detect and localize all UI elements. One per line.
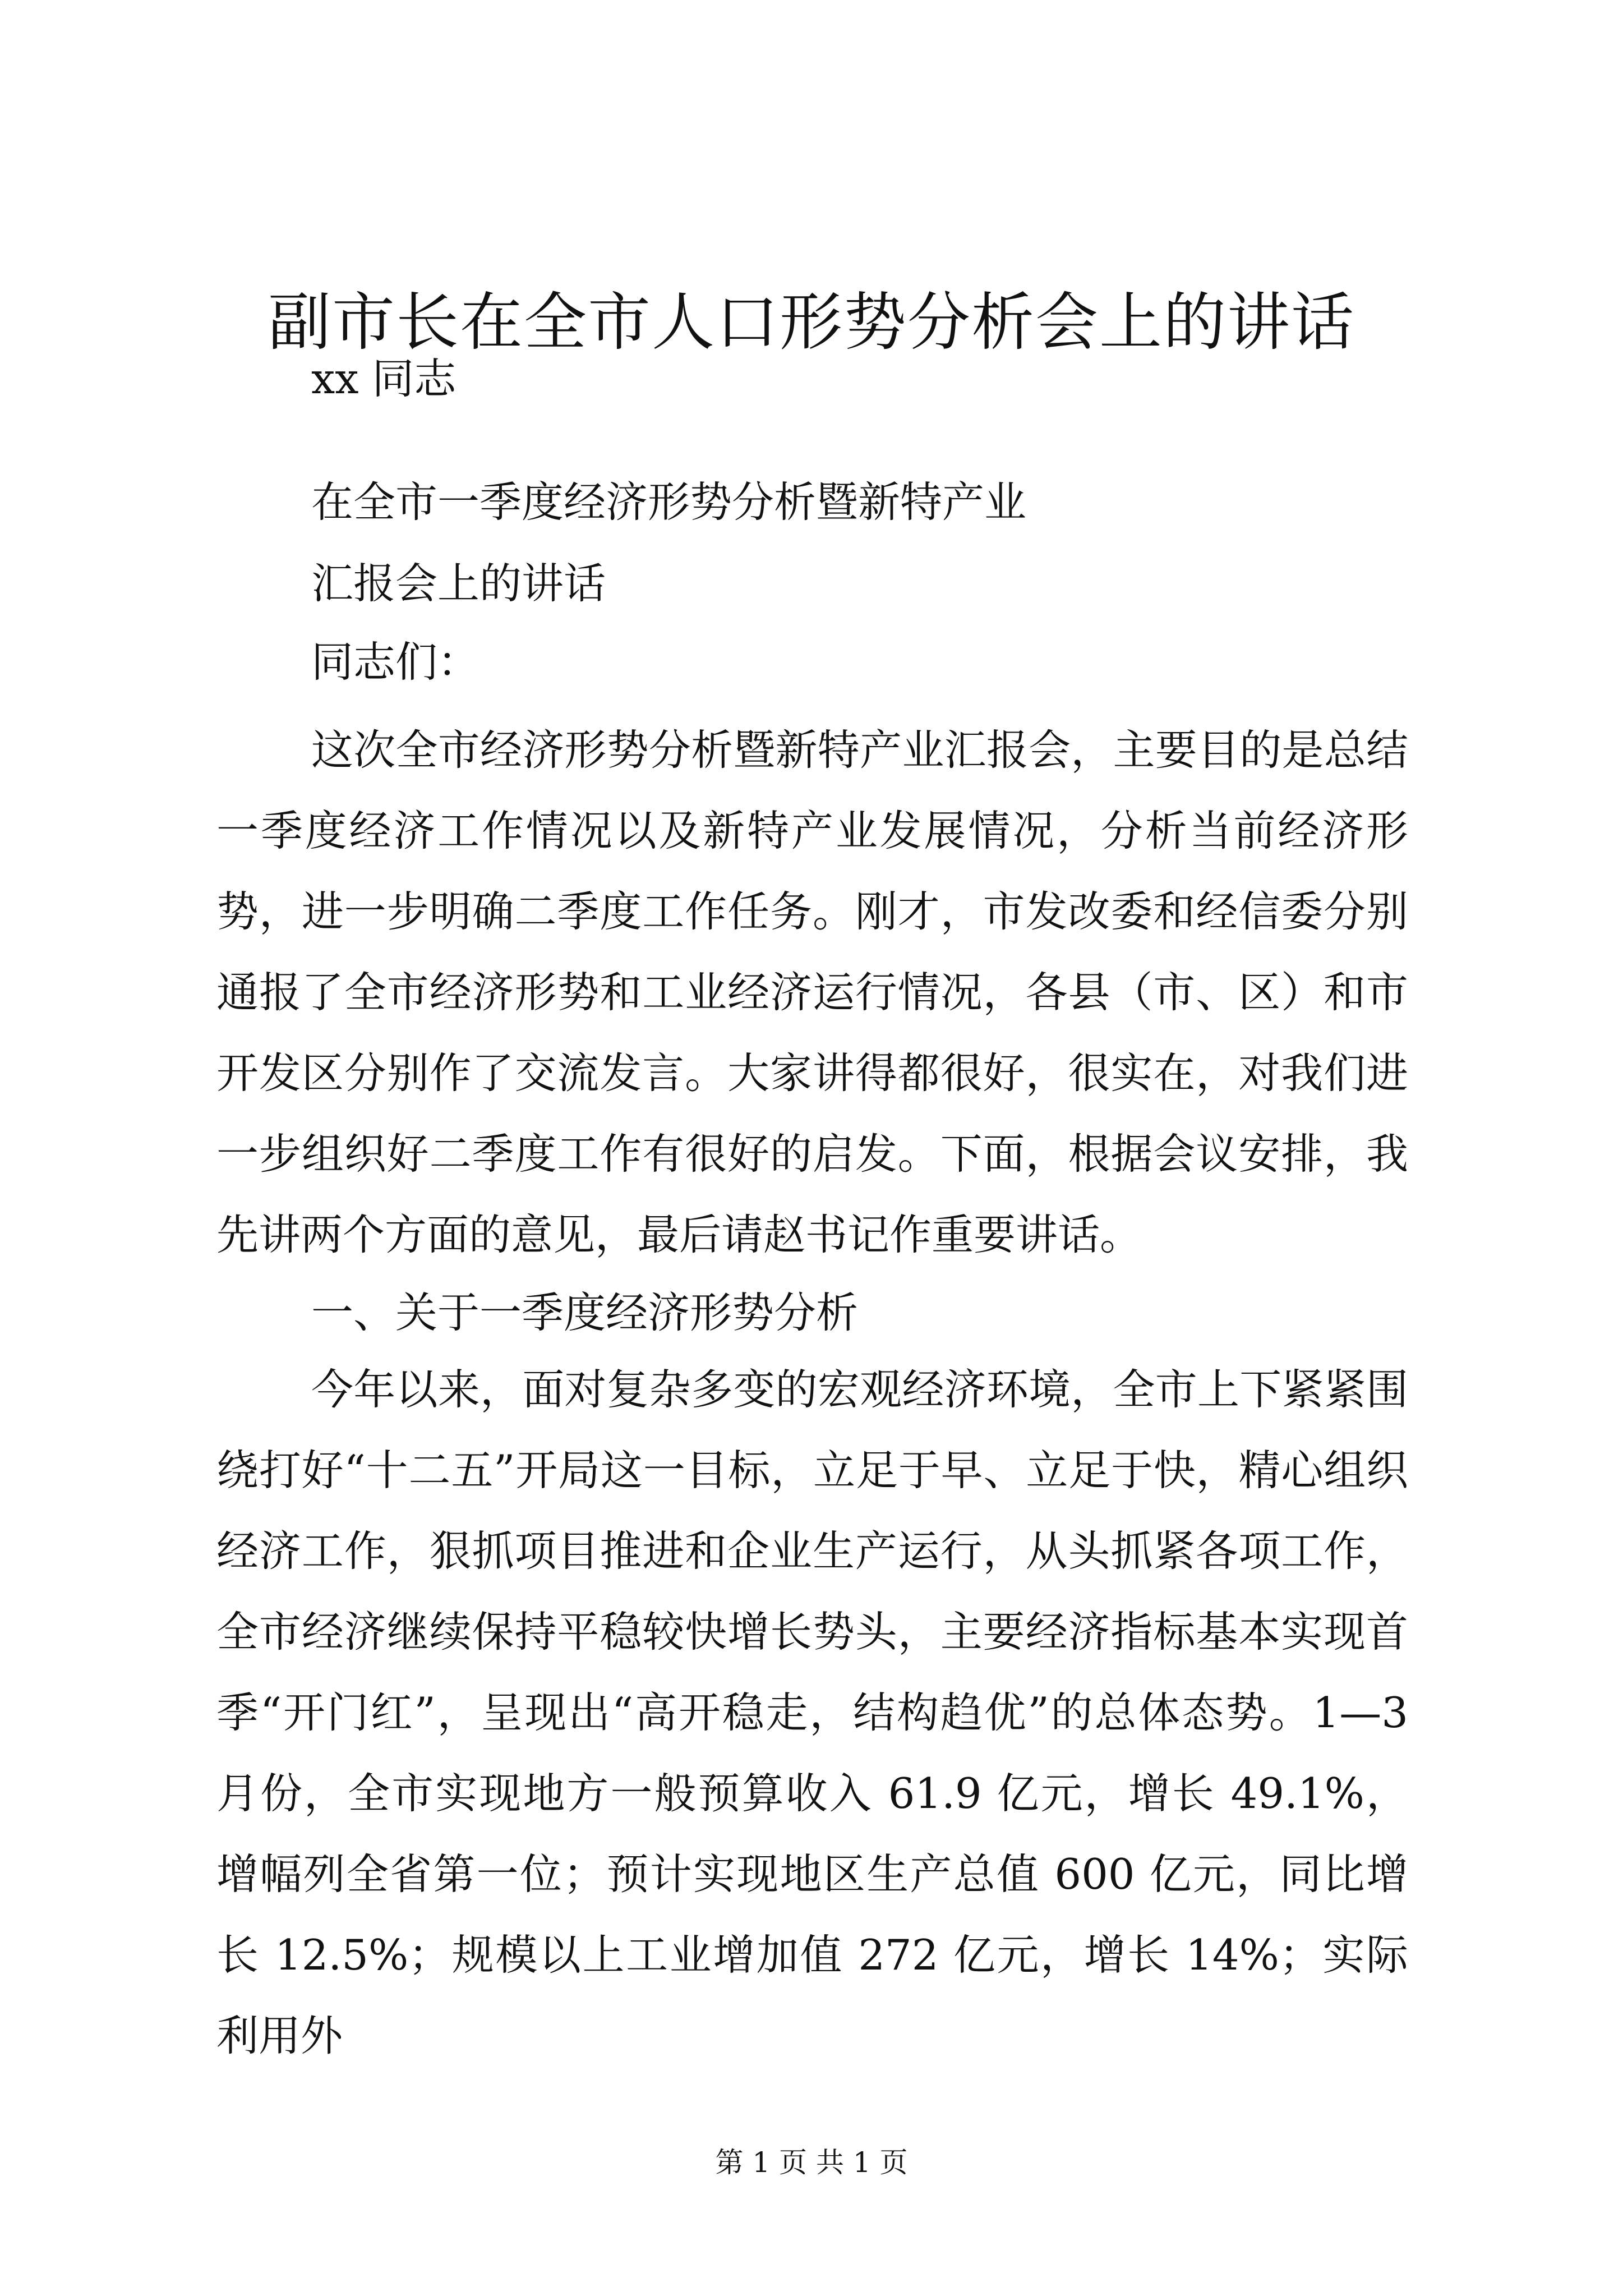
- page-footer: 第 1 页 共 1 页: [715, 2146, 908, 2179]
- body-paragraph: 这次全市经济形势分析暨新特产业汇报会，主要目的是总结一季度经济工作情况以及新特产业发展情况，分析当前经济形势，进一步明确二季度工作任务。刚才，市发改委和经信委分别通报了全市经济形势和工业经济运行情况，各县（市、区）和市开发区分别作了交流发言。大家讲得都很好，很实在，对我们进一步组织好二季度工作有很好的启发。下面，根据会议安排，我先讲两个方面的意见，最后请赵书记作重要讲话。: [216, 725, 1408, 1259]
- salutation: 同志们：: [311, 637, 480, 687]
- subtitle-line-1: 在全市一季度经济形势分析暨新特产业: [311, 477, 1027, 527]
- author-line: xx 同志: [311, 354, 457, 403]
- body-paragraph: 今年以来，面对复杂多变的宏观经济环境，全市上下紧紧围绕打好“十二五”开局这一目标，立足于早、立足于快，精心组织经济工作，狠抓项目推进和企业生产运行，从头抓紧各项工作，全市经济继续保持平稳较快增长势头，主要经济指标基本实现首季“开门红”，呈现出“高开稳走，结构趋优”的总体态势。1—3 月份，全市实现地方一般预算收入 61.9 亿元，增长 49.1%，增幅列全省第一位；预计实现地区生产总值 600 亿元，同比增长 12.5%；规模以上工业增加值 272 亿元，增长 14%；实际利用外: [216, 1365, 1408, 2060]
- subtitle-line-2: 汇报会上的讲话: [311, 559, 606, 608]
- document-title: 副市长在全市人口形势分析会上的讲话: [268, 286, 1355, 359]
- section-heading: 一、关于一季度经济形势分析: [311, 1288, 859, 1337]
